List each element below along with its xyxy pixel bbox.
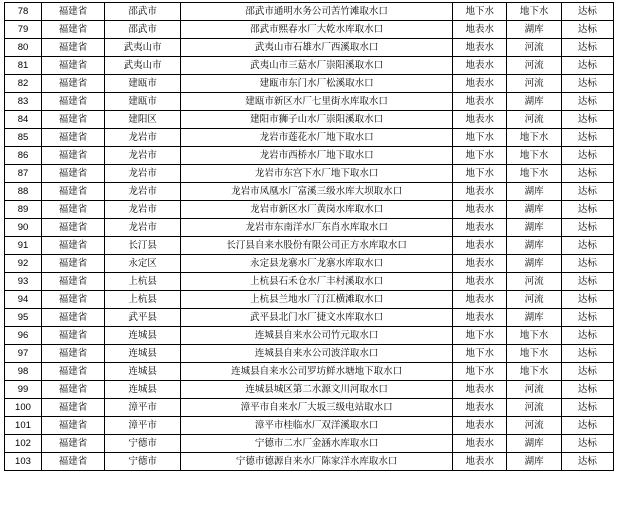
row-index: 101 <box>5 417 42 435</box>
compliance-status: 达标 <box>561 3 613 21</box>
source-type: 湖库 <box>507 453 561 471</box>
source-name: 建阳市狮子山水厂崇阳溪取水口 <box>181 111 453 129</box>
water-type: 地表水 <box>453 219 507 237</box>
source-type: 河流 <box>507 75 561 93</box>
row-index: 91 <box>5 237 42 255</box>
source-name: 漳平市自来水厂大坂三级电站取水口 <box>181 399 453 417</box>
row-index: 84 <box>5 111 42 129</box>
row-index: 103 <box>5 453 42 471</box>
province: 福建省 <box>41 417 104 435</box>
table-row <box>5 111 614 129</box>
table-row <box>5 327 614 345</box>
row-index: 102 <box>5 435 42 453</box>
source-type: 地下水 <box>507 3 561 21</box>
row-index: 79 <box>5 21 42 39</box>
table-row <box>5 273 614 291</box>
table-row <box>5 93 614 111</box>
compliance-status: 达标 <box>561 237 613 255</box>
province: 福建省 <box>41 381 104 399</box>
row-index: 92 <box>5 255 42 273</box>
source-name: 建瓯市东门水厂松溪取水口 <box>181 75 453 93</box>
row-index: 99 <box>5 381 42 399</box>
table-row <box>5 21 614 39</box>
city: 龙岩市 <box>105 183 181 201</box>
source-name: 武夷山市石雄水厂西溪取水口 <box>181 39 453 57</box>
table-row <box>5 363 614 381</box>
source-name: 连城县自来水公司竹元取水口 <box>181 327 453 345</box>
row-index: 89 <box>5 201 42 219</box>
water-type: 地表水 <box>453 399 507 417</box>
source-type: 河流 <box>507 273 561 291</box>
source-name: 邵武市熙春水厂大乾水库取水口 <box>181 21 453 39</box>
source-name: 永定县龙寨水厂龙寨水库取水口 <box>181 255 453 273</box>
table-row <box>5 75 614 93</box>
province: 福建省 <box>41 255 104 273</box>
source-type: 河流 <box>507 399 561 417</box>
source-name: 上杭县石禾仓水厂丰村溪取水口 <box>181 273 453 291</box>
province: 福建省 <box>41 147 104 165</box>
city: 长汀县 <box>105 237 181 255</box>
source-name: 龙岩市西桥水厂地下取水口 <box>181 147 453 165</box>
water-type: 地表水 <box>453 201 507 219</box>
compliance-status: 达标 <box>561 417 613 435</box>
water-type: 地表水 <box>453 381 507 399</box>
table-row <box>5 165 614 183</box>
province: 福建省 <box>41 57 104 75</box>
table-row <box>5 255 614 273</box>
province: 福建省 <box>41 39 104 57</box>
city: 永定区 <box>105 255 181 273</box>
water-type: 地表水 <box>453 237 507 255</box>
table-row <box>5 57 614 75</box>
water-type: 地下水 <box>453 3 507 21</box>
table-row <box>5 237 614 255</box>
table-row <box>5 219 614 237</box>
water-type: 地表水 <box>453 255 507 273</box>
table-row <box>5 201 614 219</box>
water-type: 地下水 <box>453 129 507 147</box>
compliance-status: 达标 <box>561 309 613 327</box>
water-type: 地下水 <box>453 345 507 363</box>
province: 福建省 <box>41 399 104 417</box>
source-type: 湖库 <box>507 237 561 255</box>
source-name: 连城县城区第二水源文川河取水口 <box>181 381 453 399</box>
source-type: 湖库 <box>507 183 561 201</box>
row-index: 93 <box>5 273 42 291</box>
source-type: 地下水 <box>507 165 561 183</box>
province: 福建省 <box>41 273 104 291</box>
province: 福建省 <box>41 291 104 309</box>
province: 福建省 <box>41 435 104 453</box>
province: 福建省 <box>41 129 104 147</box>
city: 连城县 <box>105 345 181 363</box>
water-type: 地表水 <box>453 309 507 327</box>
province: 福建省 <box>41 327 104 345</box>
water-type: 地表水 <box>453 417 507 435</box>
source-name: 长汀县自来水股份有限公司正方水库取水口 <box>181 237 453 255</box>
row-index: 88 <box>5 183 42 201</box>
table-row <box>5 399 614 417</box>
row-index: 98 <box>5 363 42 381</box>
table-row <box>5 309 614 327</box>
compliance-status: 达标 <box>561 129 613 147</box>
row-index: 87 <box>5 165 42 183</box>
compliance-status: 达标 <box>561 75 613 93</box>
source-type: 地下水 <box>507 129 561 147</box>
source-name: 宁德市二水厂金涵水库取水口 <box>181 435 453 453</box>
table-row <box>5 345 614 363</box>
compliance-status: 达标 <box>561 435 613 453</box>
city: 武平县 <box>105 309 181 327</box>
water-type: 地表水 <box>453 183 507 201</box>
source-type: 湖库 <box>507 309 561 327</box>
source-type: 地下水 <box>507 327 561 345</box>
province: 福建省 <box>41 183 104 201</box>
city: 漳平市 <box>105 417 181 435</box>
source-name: 武平县北门水厂捷文水库取水口 <box>181 309 453 327</box>
row-index: 97 <box>5 345 42 363</box>
compliance-status: 达标 <box>561 201 613 219</box>
compliance-status: 达标 <box>561 345 613 363</box>
source-type: 湖库 <box>507 255 561 273</box>
row-index: 94 <box>5 291 42 309</box>
source-name: 连城县自来水公司波洋取水口 <box>181 345 453 363</box>
city: 上杭县 <box>105 273 181 291</box>
water-type: 地表水 <box>453 111 507 129</box>
province: 福建省 <box>41 3 104 21</box>
table-row <box>5 183 614 201</box>
source-type: 河流 <box>507 381 561 399</box>
city: 龙岩市 <box>105 201 181 219</box>
water-type: 地下水 <box>453 363 507 381</box>
city: 连城县 <box>105 363 181 381</box>
water-type: 地表水 <box>453 75 507 93</box>
source-type: 地下水 <box>507 363 561 381</box>
table-body <box>5 3 614 471</box>
water-type: 地表水 <box>453 273 507 291</box>
province: 福建省 <box>41 453 104 471</box>
source-type: 地下水 <box>507 147 561 165</box>
city: 武夷山市 <box>105 57 181 75</box>
water-type: 地表水 <box>453 453 507 471</box>
city: 龙岩市 <box>105 219 181 237</box>
province: 福建省 <box>41 21 104 39</box>
city: 建瓯市 <box>105 75 181 93</box>
water-source-table <box>4 2 614 471</box>
table-row <box>5 39 614 57</box>
city: 漳平市 <box>105 399 181 417</box>
row-index: 100 <box>5 399 42 417</box>
compliance-status: 达标 <box>561 381 613 399</box>
city: 宁德市 <box>105 435 181 453</box>
compliance-status: 达标 <box>561 147 613 165</box>
compliance-status: 达标 <box>561 165 613 183</box>
source-name: 武夷山市三菇水厂崇阳溪取水口 <box>181 57 453 75</box>
compliance-status: 达标 <box>561 93 613 111</box>
table-row <box>5 3 614 21</box>
province: 福建省 <box>41 309 104 327</box>
table-row <box>5 291 614 309</box>
row-index: 95 <box>5 309 42 327</box>
water-type: 地下水 <box>453 327 507 345</box>
compliance-status: 达标 <box>561 57 613 75</box>
source-type: 湖库 <box>507 435 561 453</box>
table-row <box>5 417 614 435</box>
table-row <box>5 453 614 471</box>
compliance-status: 达标 <box>561 183 613 201</box>
province: 福建省 <box>41 219 104 237</box>
city: 龙岩市 <box>105 165 181 183</box>
city: 建瓯市 <box>105 93 181 111</box>
source-type: 河流 <box>507 417 561 435</box>
province: 福建省 <box>41 345 104 363</box>
source-type: 地下水 <box>507 345 561 363</box>
source-name: 龙岩市凤凰水厂富溪三级水库大坝取水口 <box>181 183 453 201</box>
compliance-status: 达标 <box>561 255 613 273</box>
compliance-status: 达标 <box>561 453 613 471</box>
city: 龙岩市 <box>105 147 181 165</box>
water-type: 地表水 <box>453 39 507 57</box>
row-index: 86 <box>5 147 42 165</box>
city: 建阳区 <box>105 111 181 129</box>
table-row <box>5 129 614 147</box>
source-name: 上杭县兰地水厂汀江横滩取水口 <box>181 291 453 309</box>
source-name: 龙岩市东南洋水厂东肖水库取水口 <box>181 219 453 237</box>
table-row <box>5 147 614 165</box>
source-name: 建瓯市新区水厂七里街水库取水口 <box>181 93 453 111</box>
source-name: 宁德市德源自来水厂陈家洋水库取水口 <box>181 453 453 471</box>
province: 福建省 <box>41 165 104 183</box>
water-type: 地表水 <box>453 93 507 111</box>
row-index: 96 <box>5 327 42 345</box>
province: 福建省 <box>41 111 104 129</box>
row-index: 85 <box>5 129 42 147</box>
source-name: 邵武市通明水务公司苦竹滩取水口 <box>181 3 453 21</box>
row-index: 78 <box>5 3 42 21</box>
compliance-status: 达标 <box>561 363 613 381</box>
compliance-status: 达标 <box>561 327 613 345</box>
water-type: 地表水 <box>453 435 507 453</box>
source-name: 龙岩市莲花水厂地下取水口 <box>181 129 453 147</box>
source-name: 龙岩市新区水厂黄岗水库取水口 <box>181 201 453 219</box>
province: 福建省 <box>41 201 104 219</box>
compliance-status: 达标 <box>561 39 613 57</box>
city: 连城县 <box>105 381 181 399</box>
source-type: 河流 <box>507 291 561 309</box>
city: 邵武市 <box>105 3 181 21</box>
water-type: 地下水 <box>453 147 507 165</box>
water-type: 地表水 <box>453 21 507 39</box>
city: 武夷山市 <box>105 39 181 57</box>
compliance-status: 达标 <box>561 21 613 39</box>
table-row <box>5 435 614 453</box>
city: 邵武市 <box>105 21 181 39</box>
row-index: 83 <box>5 93 42 111</box>
source-type: 湖库 <box>507 219 561 237</box>
source-name: 漳平市桂临水厂双洋溪取水口 <box>181 417 453 435</box>
province: 福建省 <box>41 363 104 381</box>
city: 上杭县 <box>105 291 181 309</box>
source-type: 河流 <box>507 39 561 57</box>
source-type: 河流 <box>507 57 561 75</box>
source-type: 湖库 <box>507 201 561 219</box>
source-name: 龙岩市东宫下水厂地下取水口 <box>181 165 453 183</box>
compliance-status: 达标 <box>561 291 613 309</box>
compliance-status: 达标 <box>561 399 613 417</box>
province: 福建省 <box>41 237 104 255</box>
row-index: 90 <box>5 219 42 237</box>
row-index: 82 <box>5 75 42 93</box>
document-page <box>0 2 640 506</box>
source-type: 湖库 <box>507 93 561 111</box>
city: 宁德市 <box>105 453 181 471</box>
city: 龙岩市 <box>105 129 181 147</box>
source-name: 连城县自来水公司罗坊鲜水塘地下取水口 <box>181 363 453 381</box>
water-type: 地表水 <box>453 57 507 75</box>
compliance-status: 达标 <box>561 111 613 129</box>
source-type: 河流 <box>507 111 561 129</box>
city: 连城县 <box>105 327 181 345</box>
row-index: 81 <box>5 57 42 75</box>
province: 福建省 <box>41 75 104 93</box>
province: 福建省 <box>41 93 104 111</box>
compliance-status: 达标 <box>561 219 613 237</box>
compliance-status: 达标 <box>561 273 613 291</box>
water-type: 地表水 <box>453 291 507 309</box>
water-type: 地下水 <box>453 165 507 183</box>
row-index: 80 <box>5 39 42 57</box>
table-row <box>5 381 614 399</box>
source-type: 湖库 <box>507 21 561 39</box>
